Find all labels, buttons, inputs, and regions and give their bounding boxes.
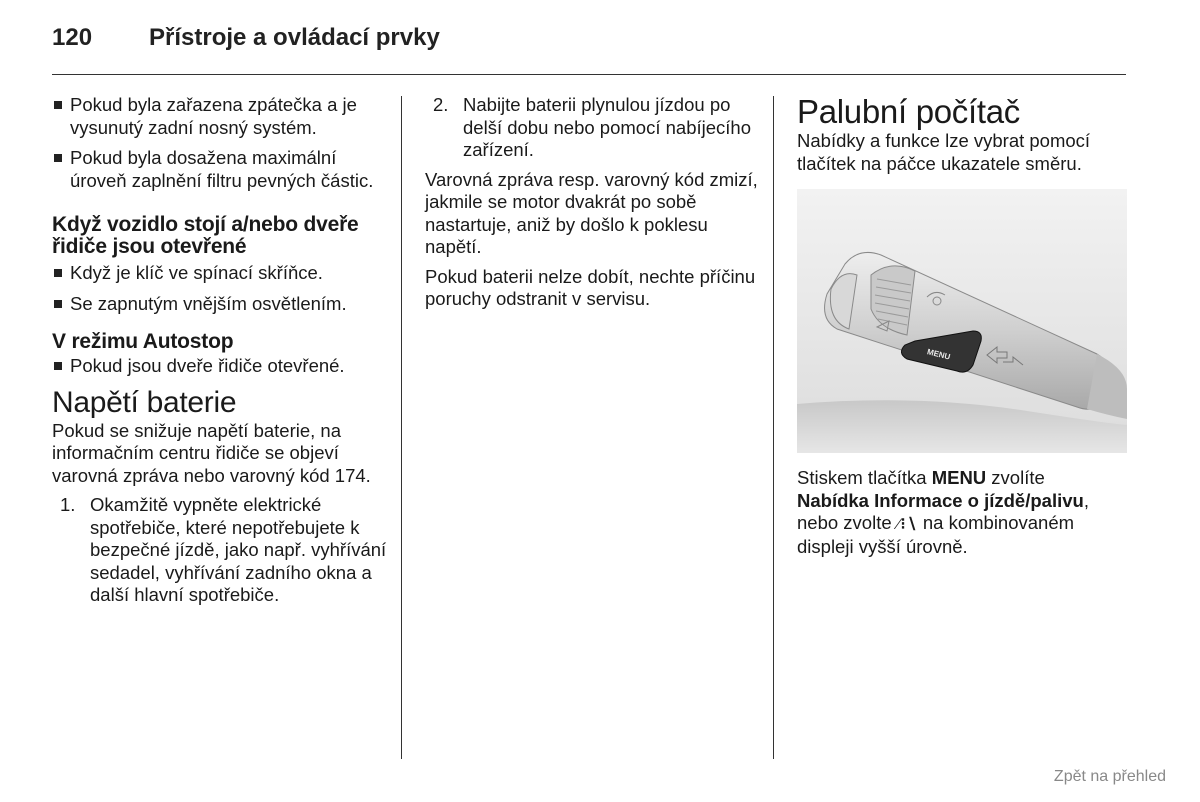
menu-instructions: Stiskem tlačítka MENU zvolíte Nabídka Informace o jízdě/palivu, nebo zvolte ⁄⁝∖ na kombinovaném displeji vyšší úrovně. xyxy=(797,467,1089,557)
list-item xyxy=(52,262,392,285)
heading-autostop: V režimu Autostop xyxy=(52,330,234,353)
bullet-icon xyxy=(54,362,62,370)
list-item-text: Pokud byla zařazena zpátečka a je vysunutý zadní nosný systém. xyxy=(70,94,357,138)
section-title-computer: Palubní počítač xyxy=(797,93,1020,130)
bullet-icon xyxy=(54,154,62,162)
warning-paragraph: Varovná zpráva resp. varovný kód zmizí, jakmile se motor dvakrát po sobě nastartuje, aniž by došlo k poklesu napětí. xyxy=(425,168,758,257)
list-item xyxy=(52,355,392,378)
select-symbol-icon: ⁄⁝∖ xyxy=(896,514,918,533)
column-right xyxy=(797,94,1127,558)
list-item-text: Se zapnutým vnějším osvětlením. xyxy=(70,292,347,314)
column-divider-2 xyxy=(773,96,774,759)
page-number: 120 xyxy=(52,24,93,51)
back-to-overview-link[interactable]: Zpět na přehled xyxy=(1053,768,1166,785)
header-divider xyxy=(52,74,1126,75)
step-text: Nabijte baterii plynulou jízdou po delší dobu nebo pomocí nabíjecího zařízení. xyxy=(463,94,751,160)
bullet-icon xyxy=(54,101,62,109)
column-middle xyxy=(425,94,760,311)
menu-path: Nabídka Informace o jízdě/palivu xyxy=(797,489,1084,511)
turn-signal-lever-figure xyxy=(797,189,1127,453)
intro-paragraph: Nabídky a funkce lze vybrat pomocí tlačítek na páčce ukazatele směru. xyxy=(797,130,1091,174)
column-left xyxy=(52,94,392,607)
numbered-step-1 xyxy=(60,494,392,607)
section-title-battery: Napětí baterie xyxy=(52,385,237,419)
service-paragraph: Pokud baterii nelze dobít, nechte příčinu poruchy odstranit v servisu. xyxy=(425,265,756,309)
page-title: Přístroje a ovládací prvky xyxy=(149,24,440,51)
step-number: 2. xyxy=(433,94,449,115)
menu-button-label: MENU xyxy=(926,347,952,362)
list-item-text: Když je klíč ve spínací skříňce. xyxy=(70,262,323,283)
list-item xyxy=(52,94,392,139)
list-item-text: Pokud jsou dveře řidiče otevřené. xyxy=(70,355,345,376)
step-number: 1. xyxy=(60,494,76,515)
menu-button-ref: MENU xyxy=(931,467,987,488)
list-item xyxy=(52,293,392,316)
numbered-step-2 xyxy=(433,94,760,162)
battery-paragraph: Pokud se snižuje napětí baterie, na informačním centru řidiče se objeví varovná zpráva nebo varovný kód 174. xyxy=(52,419,371,486)
heading-vehicle-stopped: Když vozidlo stojí a/nebo dveře řidiče jsou otevřené xyxy=(52,213,359,258)
step-text: Okamžitě vypněte elektrické spotřebiče, které nepotřebujete k bezpečné jízdě, jako např. vyhřívání sedadel, vyhřívání zadního okna a další hlavní spotřebiče. xyxy=(90,494,387,605)
list-item xyxy=(52,147,392,192)
column-divider-1 xyxy=(401,96,402,759)
bullet-icon xyxy=(54,300,62,308)
list-item-text: Pokud byla dosažena maximální úroveň zaplnění filtru pevných částic. xyxy=(70,147,374,191)
bullet-icon xyxy=(54,269,62,277)
